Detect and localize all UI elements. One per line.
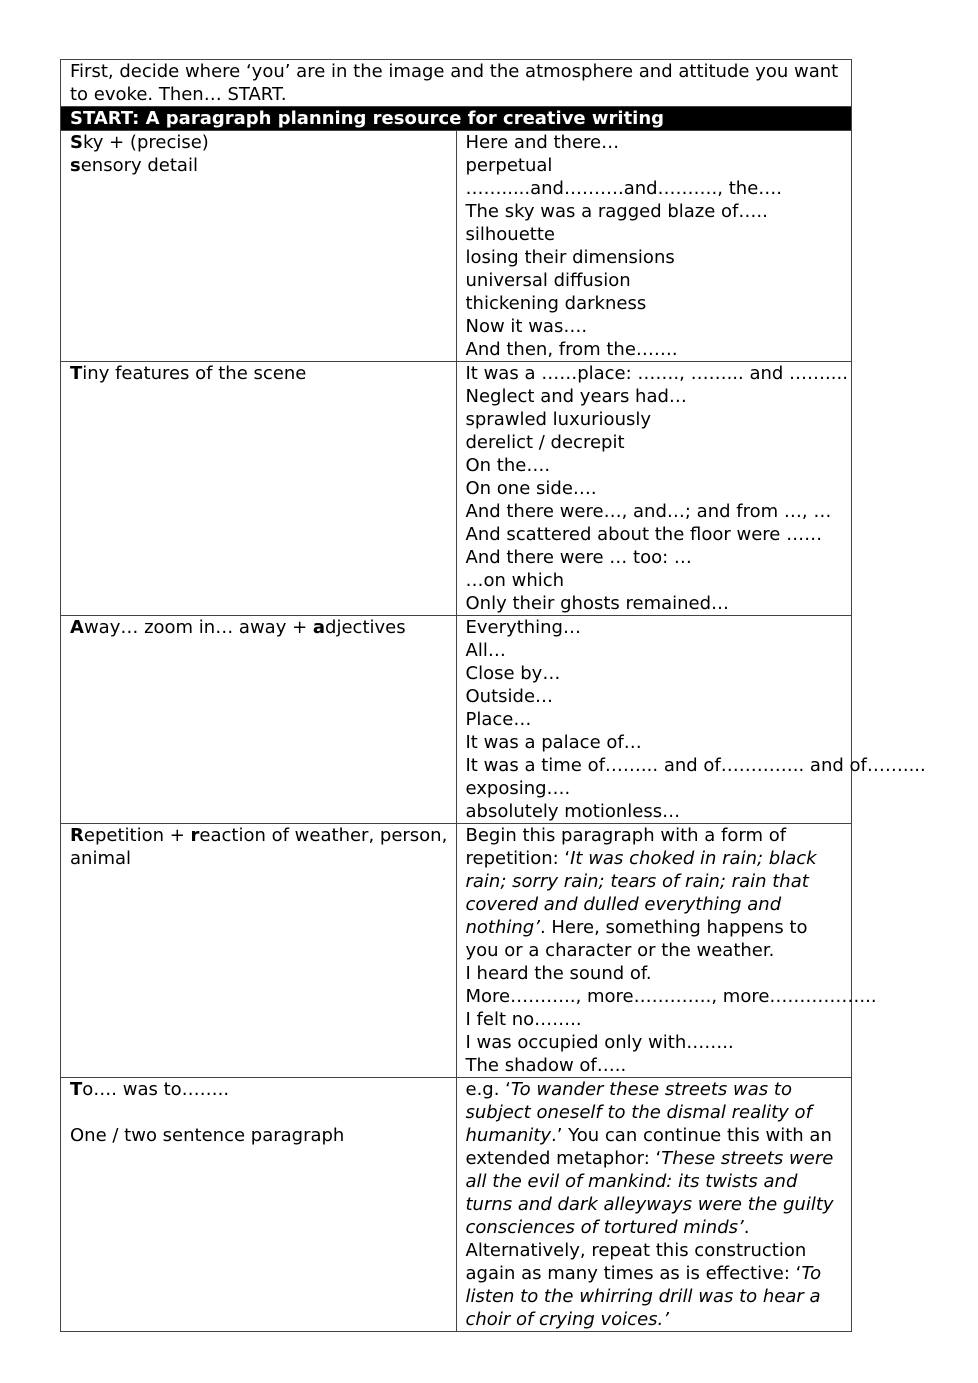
label-text: epetition +	[83, 825, 191, 846]
label-text: way… zoom in… away +	[83, 617, 313, 638]
prompt-line: perpetual	[465, 155, 553, 176]
intro-text: First, decide where ‘you’ are in the image and the atmosphere and attitude you want to evoke. Then… START.	[61, 60, 852, 107]
row-label	[61, 616, 457, 824]
prompt-line: …on which	[465, 570, 565, 591]
prompt-line: Only their ghosts remained…	[465, 593, 730, 614]
intro-row	[61, 60, 852, 107]
prompt-line: It was a ……place: ……., ……... and ……....	[465, 363, 848, 384]
prompt-line: And scattered about the floor were ……	[465, 524, 823, 545]
prompt-line: absolutely motionless…	[465, 801, 681, 822]
prompt-line: I heard the sound of.	[465, 963, 652, 984]
initial-letter: A	[70, 617, 84, 638]
row-content	[456, 362, 852, 616]
prompt-line: Everything…	[465, 617, 581, 638]
initial-letter: s	[70, 155, 81, 176]
row-label	[61, 1078, 457, 1332]
example-quote: It was choked in rain; black rain; sorry rain; tears of rain; rain that covered and dulled everything and nothing’	[465, 848, 817, 938]
banner-title: START: A paragraph planning resource for creative writing	[61, 107, 852, 131]
prompt-line: Now it was….	[465, 316, 588, 337]
example-quote: To listen to the whirring drill was to hear a choir of crying voices.’	[465, 1263, 822, 1330]
paragraph	[466, 1078, 846, 1331]
prompt-line: It was a palace of…	[465, 732, 642, 753]
label-text: iny features of the scene	[82, 363, 307, 384]
prompt-line: And there were … too: …	[465, 547, 692, 568]
prompt-line: Outside…	[465, 686, 554, 707]
label-text: ky + (precise)	[82, 132, 209, 153]
label-text: o…. was to…….. One / two sentence paragraph	[70, 1079, 345, 1146]
prompt-line: The shadow of…..	[465, 1055, 627, 1076]
rows	[61, 131, 926, 1332]
row-repetition	[61, 824, 852, 1078]
prompt-line: I felt no……..	[465, 1009, 582, 1030]
prompt-line: It was a time of……... and of………….. and of……....	[465, 755, 926, 776]
paragraph-text: . Alternatively, repeat this construction again as many times as is effective: ‘	[465, 1217, 807, 1284]
prompt-line: The sky was a ragged blaze of…..	[465, 201, 768, 222]
prompt-line: I was occupied only with……..	[465, 1032, 734, 1053]
prompt-line: derelict / decrepit	[465, 432, 625, 453]
label-text: eaction of weather, person, animal	[70, 825, 454, 869]
prompt-line: universal diffusion	[465, 270, 631, 291]
prompt-line: silhouette	[465, 224, 555, 245]
example-quote: To wander these streets was to subject oneself to the dismal reality of humanity	[465, 1079, 812, 1146]
prompt-line: …….....and……….and………., the….	[465, 178, 782, 199]
prompt-line: All…	[465, 640, 506, 661]
prompt-line: And there were…, and…; and from …, …	[465, 501, 832, 522]
initial-letter: T	[70, 363, 83, 384]
example-quote: These streets were all the evil of mankind: its twists and turns and dark alleyways were the guilty consciences of tortured minds’	[465, 1148, 834, 1238]
prompt-line: sprawled luxuriously	[465, 409, 652, 430]
paragraph	[466, 824, 846, 962]
row-label	[61, 824, 457, 1078]
initial-letter: T	[70, 1079, 83, 1100]
prompt-line: Place…	[465, 709, 532, 730]
row-to	[61, 1078, 852, 1332]
row-content	[456, 131, 852, 362]
prompt-line: On the….	[465, 455, 551, 476]
row-content	[456, 1078, 852, 1332]
prompt-line: exposing….	[465, 778, 571, 799]
row-tiny	[61, 362, 852, 616]
row-content	[456, 616, 926, 824]
row-label	[61, 131, 457, 362]
initial-letter: r	[190, 825, 200, 846]
banner-row	[61, 107, 852, 131]
paragraph-text: Begin this paragraph with a form of repetition: ‘	[465, 825, 787, 869]
initial-letter: R	[70, 825, 84, 846]
row-content	[456, 824, 877, 1078]
paragraph-text: . Here, something happens to you or a character or the weather.	[465, 917, 808, 961]
paragraph-text: e.g. ‘	[465, 1079, 511, 1100]
label-text: djectives	[325, 617, 406, 638]
initial-letter: S	[70, 132, 83, 153]
row-sky	[61, 131, 852, 362]
prompt-line: On one side….	[465, 478, 597, 499]
row-label	[61, 362, 457, 616]
prompt-line: More……….., more…………., more……………...	[465, 986, 877, 1007]
planning-table	[60, 59, 926, 1332]
initial-letter: a	[312, 617, 326, 638]
prompt-line: Here and there…	[465, 132, 620, 153]
prompt-line: losing their dimensions	[465, 247, 675, 268]
prompt-line: thickening darkness	[465, 293, 647, 314]
prompt-line: And then, from the…….	[465, 339, 678, 360]
prompt-line: Neglect and years had…	[465, 386, 687, 407]
label-text: ensory detail	[80, 155, 198, 176]
paragraph-text: .’ You can continue this with an extended metaphor: ‘	[465, 1125, 832, 1169]
row-away	[61, 616, 852, 824]
prompt-line: Close by…	[465, 663, 561, 684]
